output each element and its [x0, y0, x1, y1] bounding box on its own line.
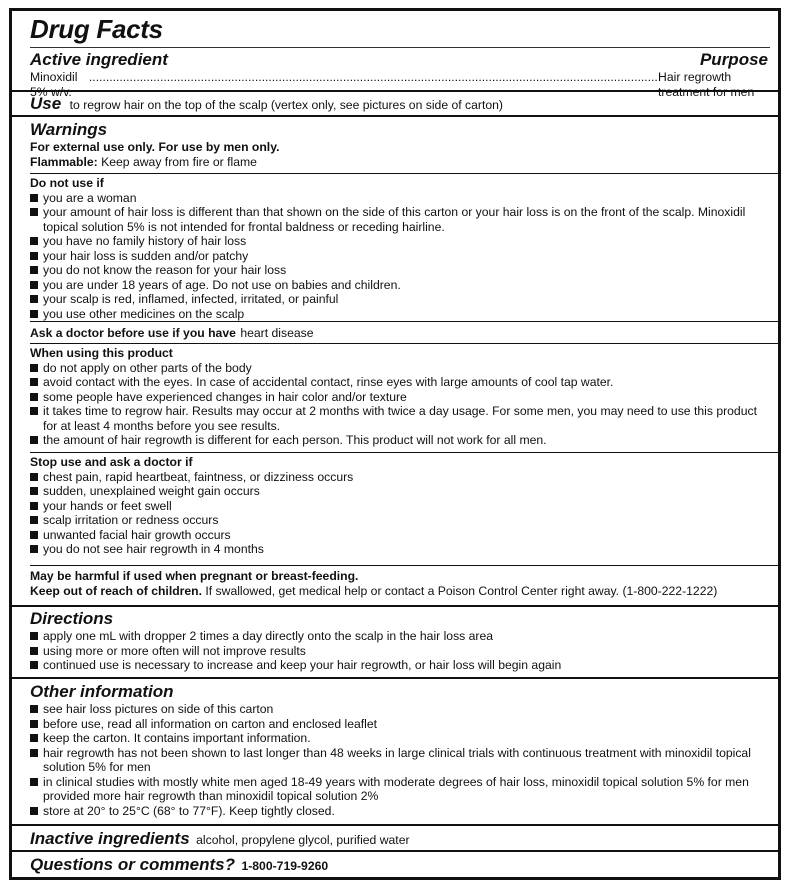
- pregnancy-children-block: [30, 565, 778, 598]
- active-ingredient-purpose: Hair regrowth treatment for men: [658, 70, 755, 99]
- bullet-icon: [30, 502, 38, 510]
- bullet-icon: [30, 237, 38, 245]
- list-item: you use other medicines on the scalp: [43, 306, 245, 321]
- bullet-icon: [30, 194, 38, 202]
- when-using-block: [30, 343, 778, 452]
- bullet-icon: [30, 487, 38, 495]
- ask-doctor-text: heart disease: [240, 326, 314, 340]
- list-item: store at 20° to 25°C (68° to 77°F). Keep tightly closed.: [43, 803, 335, 818]
- external-use-warning: For external use only. For use by men only.: [30, 140, 280, 154]
- active-ingredient-heading: Active ingredient: [30, 50, 168, 69]
- flammable-text: Keep away from fire or flame: [101, 154, 257, 169]
- children-label: Keep out of reach of children.: [30, 583, 202, 598]
- bullet-icon: [30, 516, 38, 524]
- bullet-icon: [30, 364, 38, 372]
- inactive-ingredients-text: alcohol, propylene glycol, purified water: [196, 833, 410, 847]
- bullet-icon: [30, 266, 38, 274]
- use-heading: Use: [30, 94, 62, 113]
- bullet-icon: [30, 473, 38, 481]
- do-not-use-block: [30, 173, 778, 321]
- bullet-icon: [30, 208, 38, 216]
- when-using-heading: When using this product: [30, 346, 173, 360]
- warnings-heading: Warnings: [30, 120, 108, 139]
- list-item: your hair loss is sudden and/or patchy: [43, 248, 249, 263]
- bullet-icon: [30, 720, 38, 728]
- pregnancy-warning: May be harmful if used when pregnant or breast-feeding.: [30, 569, 359, 583]
- bullet-icon: [30, 545, 38, 553]
- drug-facts-panel: [9, 8, 781, 880]
- list-item: you are under 18 years of age. Do not use on babies and children.: [43, 277, 401, 292]
- stop-use-block: [30, 452, 778, 565]
- list-item: you do not know the reason for your hair loss: [43, 263, 287, 277]
- list-item: in clinical studies with mostly white men aged 18-49 years with moderate degrees of hair loss, minoxidil topical solution 5% for men provided more hair regrowth than minoxidil topical solution 2%: [43, 774, 749, 803]
- bullet-icon: [30, 632, 38, 640]
- bullet-icon: [30, 749, 38, 757]
- bullet-icon: [30, 393, 38, 401]
- questions-heading: Questions or comments?: [30, 855, 235, 874]
- directions-section: [12, 607, 778, 679]
- active-ingredient-section: [12, 11, 778, 99]
- list-item: see hair loss pictures on side of this carton: [43, 702, 274, 716]
- list-item: the amount of hair regrowth is different for each person. This product will not work for all men.: [43, 433, 547, 447]
- list-item: unwanted facial hair growth occurs: [43, 527, 231, 542]
- list-item: do not apply on other parts of the body: [43, 360, 252, 375]
- list-item: some people have experienced changes in hair color and/or texture: [43, 389, 407, 404]
- ask-doctor-block: [30, 321, 778, 343]
- bullet-icon: [30, 378, 38, 386]
- list-item: before use, read all information on carton and enclosed leaflet: [43, 716, 378, 731]
- other-information-heading: Other information: [30, 682, 174, 701]
- list-item: it takes time to regrow hair. Results may occur at 2 months with twice a day usage. For some men, you may need to use this product for at least 4 months before you see results.: [43, 404, 757, 433]
- active-ingredient-name: Minoxidil 5% w/v.: [30, 70, 78, 99]
- questions-section: [12, 852, 778, 875]
- inactive-ingredients-heading: Inactive ingredients: [30, 829, 190, 848]
- directions-heading: Directions: [30, 609, 114, 628]
- list-item: apply one mL with dropper 2 times a day directly onto the scalp in the hair loss area: [43, 629, 494, 643]
- list-item: your scalp is red, inflamed, infected, irritated, or painful: [43, 292, 339, 306]
- drug-facts-title: Drug Facts: [30, 14, 163, 44]
- bullet-icon: [30, 661, 38, 669]
- bullet-icon: [30, 778, 38, 786]
- list-item: scalp irritation or redness occurs: [43, 513, 219, 527]
- inactive-ingredients-section: [12, 826, 778, 852]
- bullet-icon: [30, 807, 38, 815]
- list-item: you have no family history of hair loss: [43, 234, 247, 248]
- questions-phone: 1-800-719-9260: [241, 859, 329, 873]
- bullet-icon: [30, 295, 38, 303]
- children-text: If swallowed, get medical help or contact a Poison Control Center right away. (1-800-222-1222): [205, 583, 718, 598]
- other-information-section: [12, 679, 778, 826]
- list-item: avoid contact with the eyes. In case of accidental contact, rinse eyes with large amounts of cool tap water.: [43, 375, 614, 389]
- bullet-icon: [30, 705, 38, 713]
- do-not-use-heading: Do not use if: [30, 176, 104, 190]
- stop-use-heading: Stop use and ask a doctor if: [30, 455, 193, 469]
- purpose-heading: Purpose: [699, 50, 768, 69]
- title-divider: [30, 47, 770, 48]
- list-item: continued use is necessary to increase and keep your hair regrowth, or hair loss will begin again: [43, 658, 562, 672]
- list-item: keep the carton. It contains important information.: [43, 731, 311, 745]
- bullet-icon: [30, 281, 38, 289]
- bullet-icon: [30, 436, 38, 444]
- ask-doctor-label: Ask a doctor before use if you have: [30, 326, 236, 340]
- bullet-icon: [30, 734, 38, 742]
- bullet-icon: [30, 252, 38, 260]
- list-item: your amount of hair loss is different than that shown on the side of this carton or your hair loss is on the front of the scalp. Minoxidil topical solution 5% is not intended for frontal baldness or receding hairline.: [43, 205, 746, 234]
- use-text: to regrow hair on the top of the scalp (vertex only, see pictures on side of carton): [69, 98, 503, 112]
- bullet-icon: [30, 531, 38, 539]
- list-item: chest pain, rapid heartbeat, faintness, or dizziness occurs: [43, 469, 354, 484]
- bullet-icon: [30, 310, 38, 318]
- list-item: using more or more often will not improve results: [43, 643, 306, 658]
- warnings-section: [12, 117, 778, 607]
- list-item: you are a woman: [43, 190, 137, 205]
- list-item: hair regrowth has not been shown to last longer than 48 weeks in large clinical trials with continuous treatment with minoxidil topical solution 5% for men: [43, 745, 751, 774]
- list-item: sudden, unexplained weight gain occurs: [43, 484, 260, 498]
- flammable-label: Flammable:: [30, 154, 98, 169]
- list-item: you do not see hair regrowth in 4 months: [43, 542, 264, 556]
- bullet-icon: [30, 407, 38, 415]
- list-item: your hands or feet swell: [43, 498, 172, 513]
- bullet-icon: [30, 647, 38, 655]
